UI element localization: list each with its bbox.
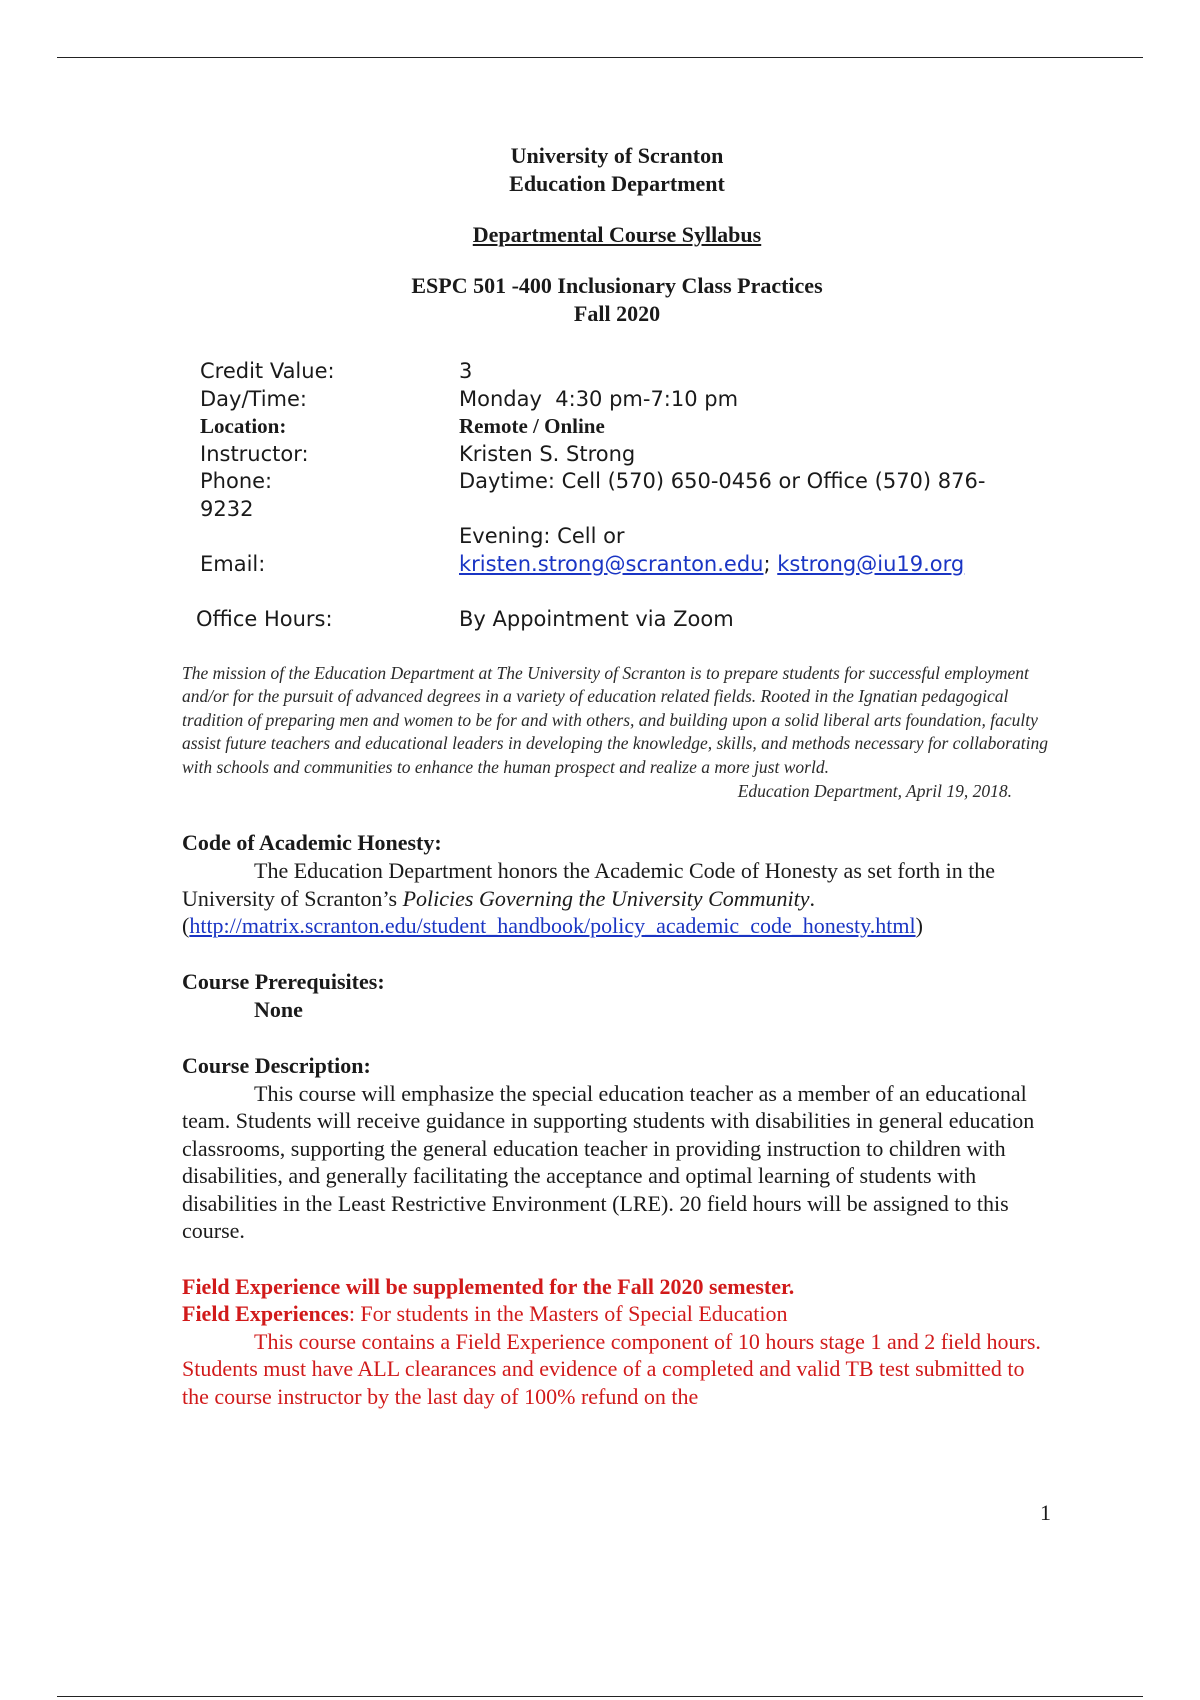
email-separator: ; (763, 551, 778, 576)
honesty-text (182, 857, 1052, 912)
phone-value: Daytime: Cell (570) 650-0456 or Office (570) 876- (459, 469, 986, 493)
daytime-value: Monday 4:30 pm-7:10 pm (459, 386, 739, 411)
email-link-iu19[interactable]: kstrong@iu19.org (777, 551, 965, 576)
top-rule (57, 57, 1143, 58)
paren-open: ( (182, 913, 190, 938)
info-row-evening (200, 523, 1052, 551)
location-value: Remote / Online (459, 414, 605, 438)
field-label-rest: : For students in the Masters of Special Education (348, 1301, 788, 1326)
mission-signature: Education Department, April 19, 2018. (737, 781, 1012, 801)
section-academic-honesty (182, 829, 1052, 940)
bottom-rule (57, 1696, 1143, 1697)
evening-value: Evening: Cell or (459, 524, 625, 548)
field-notice: Field Experience will be supplemented for the Fall 2020 semester. (182, 1273, 795, 1299)
instructor-value: Kristen S. Strong (459, 441, 636, 466)
honesty-text-end: . (809, 885, 816, 911)
course-title: ESPC 501 -400 Inclusionary Class Practices (411, 273, 823, 298)
description-title: Course Description: (182, 1052, 371, 1078)
phone-label: Phone: (200, 469, 273, 493)
department-name: Education Department (509, 171, 725, 196)
paren-close: ) (915, 913, 923, 938)
section-field-experience (182, 1273, 1052, 1411)
info-row-credit (200, 358, 1052, 386)
honesty-link-line (182, 912, 1052, 940)
page-number: 1 (1040, 1500, 1051, 1525)
section-prerequisites (182, 968, 1052, 1024)
syllabus-page (182, 142, 1052, 1410)
honesty-text-start: The Education Department honors the Academic Code of Honesty as set forth in the University of Scranton’s (182, 858, 996, 911)
honesty-policy-link[interactable]: http://matrix.scranton.edu/student_handbook/policy_academic_code_honesty.html (189, 913, 916, 938)
email-values (459, 551, 1052, 579)
info-row-email (200, 551, 1052, 579)
description-text: This course will emphasize the special education teacher as a member of an educational team. Students will receive guidance in supporting students with disabilities in general education classrooms, supporting the general education teacher in providing instruction to children with disabilities, and generally facilitating the acceptance and optimal learning of students with disabilities in the Least Restrictive Environment (LRE). 20 field hours will be assigned to this course. (182, 1080, 1035, 1243)
field-label: Field Experiences (182, 1301, 349, 1326)
email-label: Email: (200, 551, 266, 576)
university-name: University of Scranton (510, 143, 724, 168)
info-row-office-hours (196, 606, 1052, 634)
credit-label: Credit Value: (200, 359, 335, 383)
office-hours-label: Office Hours: (196, 607, 333, 631)
info-row-location (200, 413, 1052, 441)
info-row-instructor (200, 441, 1052, 469)
credit-value: 3 (459, 359, 473, 383)
course-info-block (196, 358, 1052, 634)
office-hours-value: By Appointment via Zoom (459, 607, 734, 631)
info-row-daytime (200, 386, 1052, 414)
prereq-title: Course Prerequisites: (182, 968, 385, 994)
info-row-phone (200, 468, 1052, 496)
course-term: Fall 2020 (573, 301, 661, 326)
email-link-scranton[interactable]: kristen.strong@scranton.edu (459, 551, 764, 576)
daytime-label: Day/Time: (200, 386, 308, 411)
info-row-phone-wrap (200, 496, 1052, 524)
mission-statement: The mission of the Education Department at The University of Scranton is to prepare students for successful employment and/or for the pursuit of advanced degrees in a variety of education related fields. Rooted in the Ignatian pedagogical tradition of preparing men and women to be for and with others, and building upon a solid liberal arts foundation, faculty assist future teachers and educational leaders in developing the knowledge, skills, and methods necessary for collaborating with schools and communities to enhance the human prospect and realize a more just world. (182, 662, 1048, 777)
prereq-value: None (254, 996, 303, 1022)
phone-value-wrap: 9232 (200, 496, 254, 521)
section-description (182, 1052, 1052, 1245)
honesty-title: Code of Academic Honesty: (182, 830, 442, 855)
location-label: Location: (200, 414, 287, 438)
honesty-policy-title: Policies Governing the University Community (402, 885, 810, 911)
document-title: Departmental Course Syllabus (472, 222, 762, 247)
field-label-line (182, 1300, 1052, 1328)
instructor-label: Instructor: (200, 441, 309, 466)
field-text: This course contains a Field Experience component of 10 hours stage 1 and 2 field hours. Students must have ALL clearances and evidence of a completed and valid TB test submitted to the course instructor by the last day of 100% refund on the (182, 1328, 1052, 1409)
